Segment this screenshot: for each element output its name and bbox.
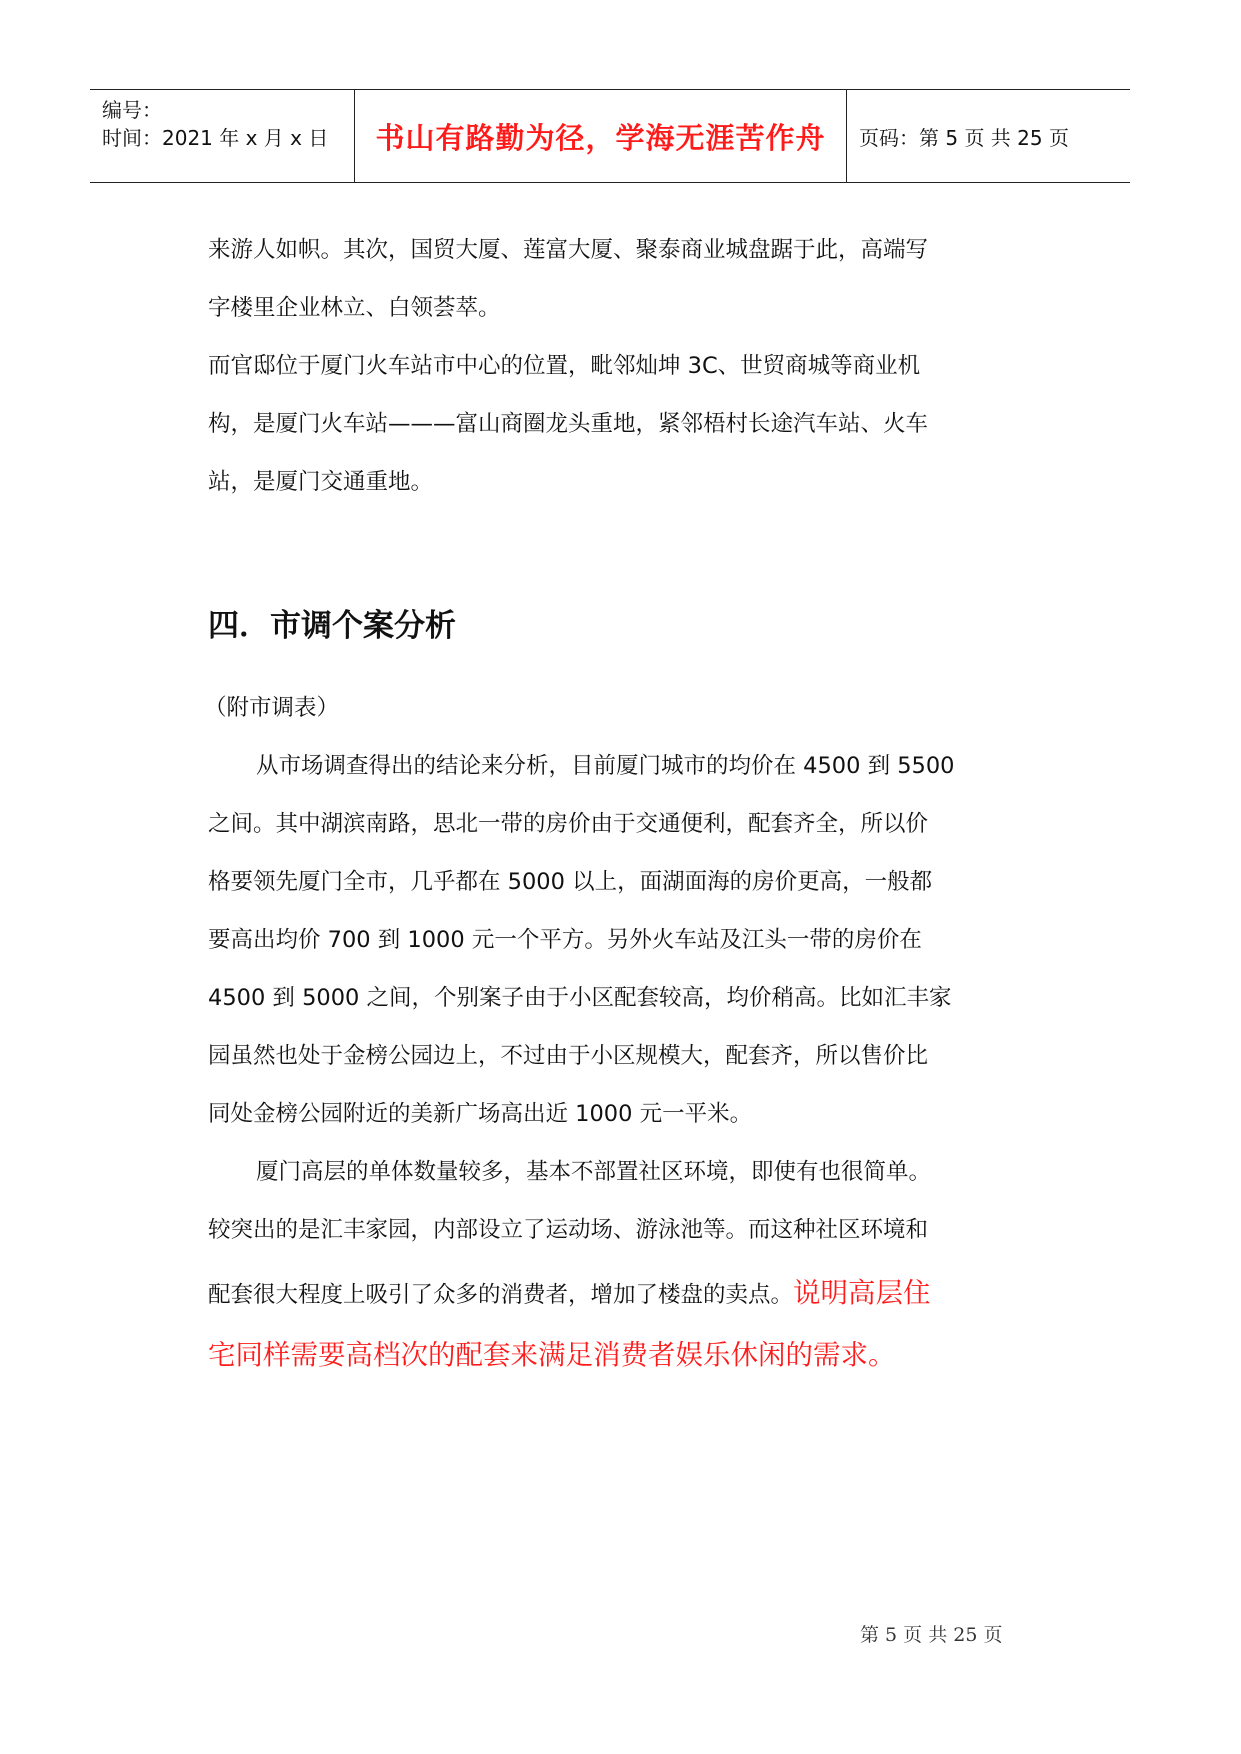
paragraph-line: 之间。其中湖滨南路，思北一带的房价由于交通便利，配套齐全，所以价 xyxy=(208,811,929,837)
paragraph-line: 要高出均价 700 到 1000 元一个平方。另外火车站及江头一带的房价在 xyxy=(208,927,922,953)
paragraph-line: 厦门高层的单体数量较多，基本不部置社区环境，即使有也很简单。 xyxy=(256,1159,932,1185)
header-page-code: 页码：第 5 页 共 25 页 xyxy=(859,125,1069,150)
paragraph-line: 4500 到 5000 之间，个别案子由于小区配套较高，均价稍高。比如汇丰家 xyxy=(208,985,952,1011)
paragraph-line: 来游人如帜。其次，国贸大厦、莲富大厦、聚泰商业城盘踞于此，高端写 xyxy=(208,237,929,263)
header-motto-cell xyxy=(355,90,847,182)
paragraph-line: 较突出的是汇丰家园，内部设立了运动场、游泳池等。而这种社区环境和 xyxy=(208,1217,929,1243)
document-time-label: 时间：2021 年 x 月 x 日 xyxy=(102,126,329,150)
document-number-label: 编号： xyxy=(102,98,162,122)
paragraph-line: 同处金榜公园附近的美新广场高出近 1000 元一平米。 xyxy=(208,1101,753,1127)
paragraph-line: 格要领先厦门全市，几乎都在 5000 以上，面湖面海的房价更高，一般都 xyxy=(208,869,933,895)
header-meta-cell xyxy=(90,90,355,182)
page-header xyxy=(90,89,1130,183)
attachment-note: （附市调表） xyxy=(204,695,340,721)
paragraph-line: 而官邸位于厦门火车站市中心的位置，毗邻灿坤 3C、世贸商城等商业机 xyxy=(208,353,921,379)
paragraph-text: 配套很大程度上吸引了众多的消费者，增加了楼盘的卖点。 xyxy=(208,1282,794,1308)
paragraph-line: 字楼里企业林立、白领荟萃。 xyxy=(208,295,501,321)
paragraph-line: 园虽然也处于金榜公园边上，不过由于小区规模大，配套齐，所以售价比 xyxy=(208,1043,929,1069)
paragraph-line: 站，是厦门交通重地。 xyxy=(208,469,434,495)
paragraph-line: 构，是厦门火车站———富山商圈龙头重地，紧邻梧村长途汽车站、火车 xyxy=(208,411,929,437)
section-heading: 四．市调个案分析 xyxy=(208,608,456,644)
page-footer-number: 第 5 页 共 25 页 xyxy=(860,1624,1003,1646)
header-page-cell xyxy=(847,90,1130,182)
highlight-text: 说明高层住 xyxy=(793,1277,931,1309)
paragraph-line xyxy=(208,1270,931,1310)
paragraph-line: 从市场调查得出的结论来分析，目前厦门城市的均价在 4500 到 5500 xyxy=(256,753,955,779)
highlight-line: 宅同样需要高档次的配套来满足消费者娱乐休闲的需求。 xyxy=(208,1339,896,1371)
header-motto: 书山有路勤为径，学海无涯苦作舟 xyxy=(375,120,826,155)
